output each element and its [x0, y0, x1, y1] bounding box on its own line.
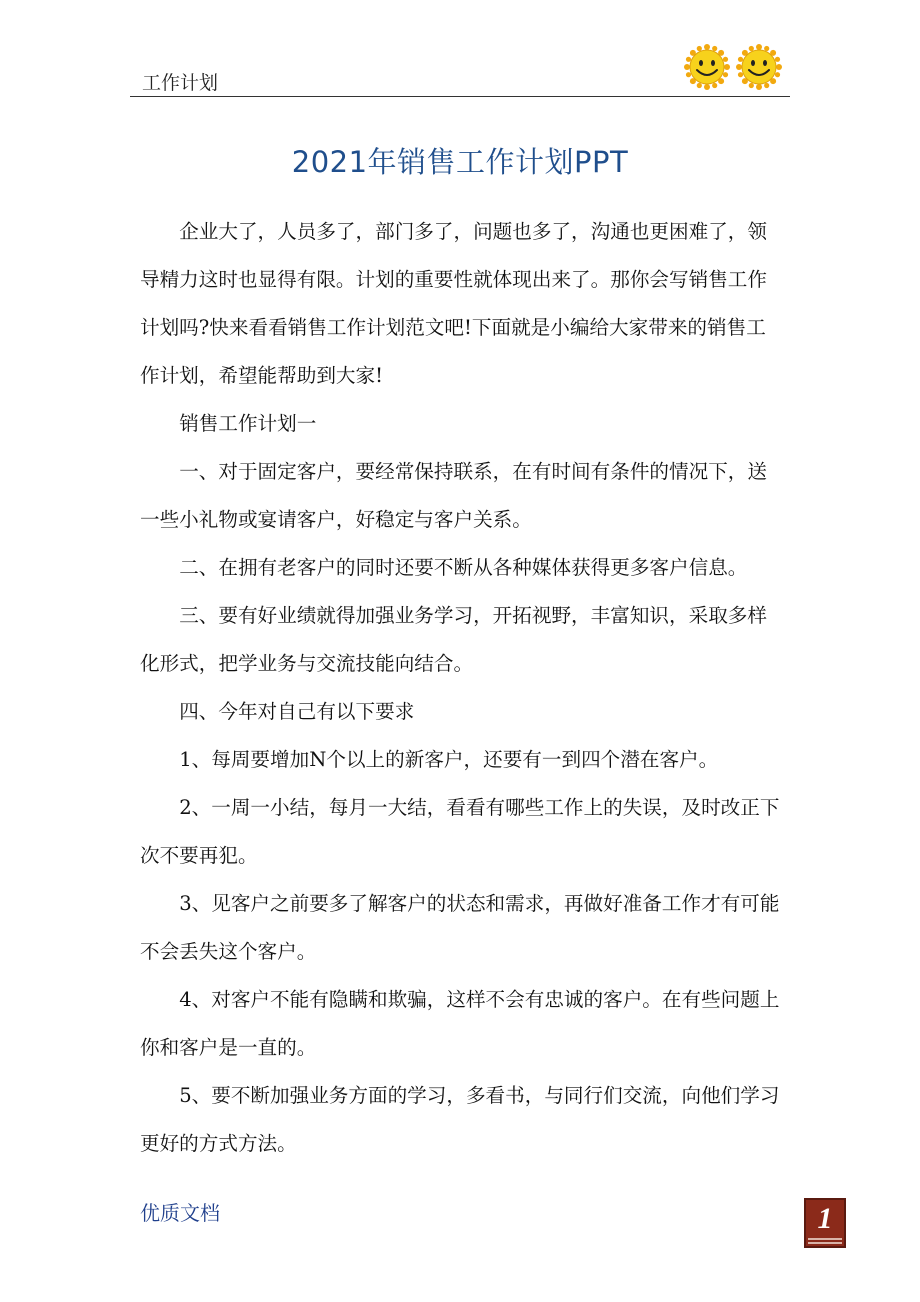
badge-stripe: [808, 1238, 842, 1240]
page-number: 1: [817, 1202, 833, 1235]
list-item: 2、一周一小结，每月一大结，看看有哪些工作上的失误，及时改正下次不要再犯。: [140, 796, 780, 867]
document-body: [140, 208, 780, 1168]
paragraph: 三、要有好业绩就得加强业务学习，开拓视野，丰富知识，采取多样化形式，把学业务与交流技能向结合。: [140, 604, 767, 675]
list-item: 3、见客户之前要多了解客户的状态和需求，再做好准备工作才有可能不会丢失这个客户。: [140, 892, 780, 963]
intro-paragraph: 企业大了，人员多了，部门多了，问题也多了，沟通也更困难了，领导精力这时也显得有限。计划的重要性就体现出来了。那你会写销售工作计划吗?快来看看销售工作计划范文吧!下面就是小编给大家带来的销售工作计划，希望能帮助到大家!: [140, 220, 767, 387]
page-header: [0, 0, 920, 100]
section-heading: 销售工作计划一: [179, 412, 317, 435]
badge-stripe: [808, 1242, 842, 1244]
paragraph: 一、对于固定客户，要经常保持联系，在有时间有条件的情况下，送一些小礼物或宴请客户，好稳定与客户关系。: [140, 460, 767, 531]
paragraph: 四、今年对自己有以下要求: [179, 700, 415, 723]
paragraph: 二、在拥有老客户的同时还要不断从各种媒体获得更多客户信息。: [179, 556, 748, 579]
smiley-icon: [736, 44, 782, 90]
page-number-badge: [804, 1198, 846, 1248]
footer-label: 优质文档: [140, 1201, 220, 1225]
header-label: 工作计划: [142, 72, 219, 94]
list-item: 1、每周要增加N个以上的新客户，还要有一到四个潜在客户。: [179, 748, 719, 771]
list-item: 5、要不断加强业务方面的学习，多看书，与同行们交流，向他们学习更好的方式方法。: [140, 1084, 780, 1155]
smiley-icon: [684, 44, 730, 90]
document-title: 2021年销售工作计划PPT: [291, 145, 629, 179]
list-item: 4、对客户不能有隐瞒和欺骗，这样不会有忠诚的客户。在有些问题上你和客户是一直的。: [140, 988, 780, 1059]
header-divider: [130, 96, 790, 97]
